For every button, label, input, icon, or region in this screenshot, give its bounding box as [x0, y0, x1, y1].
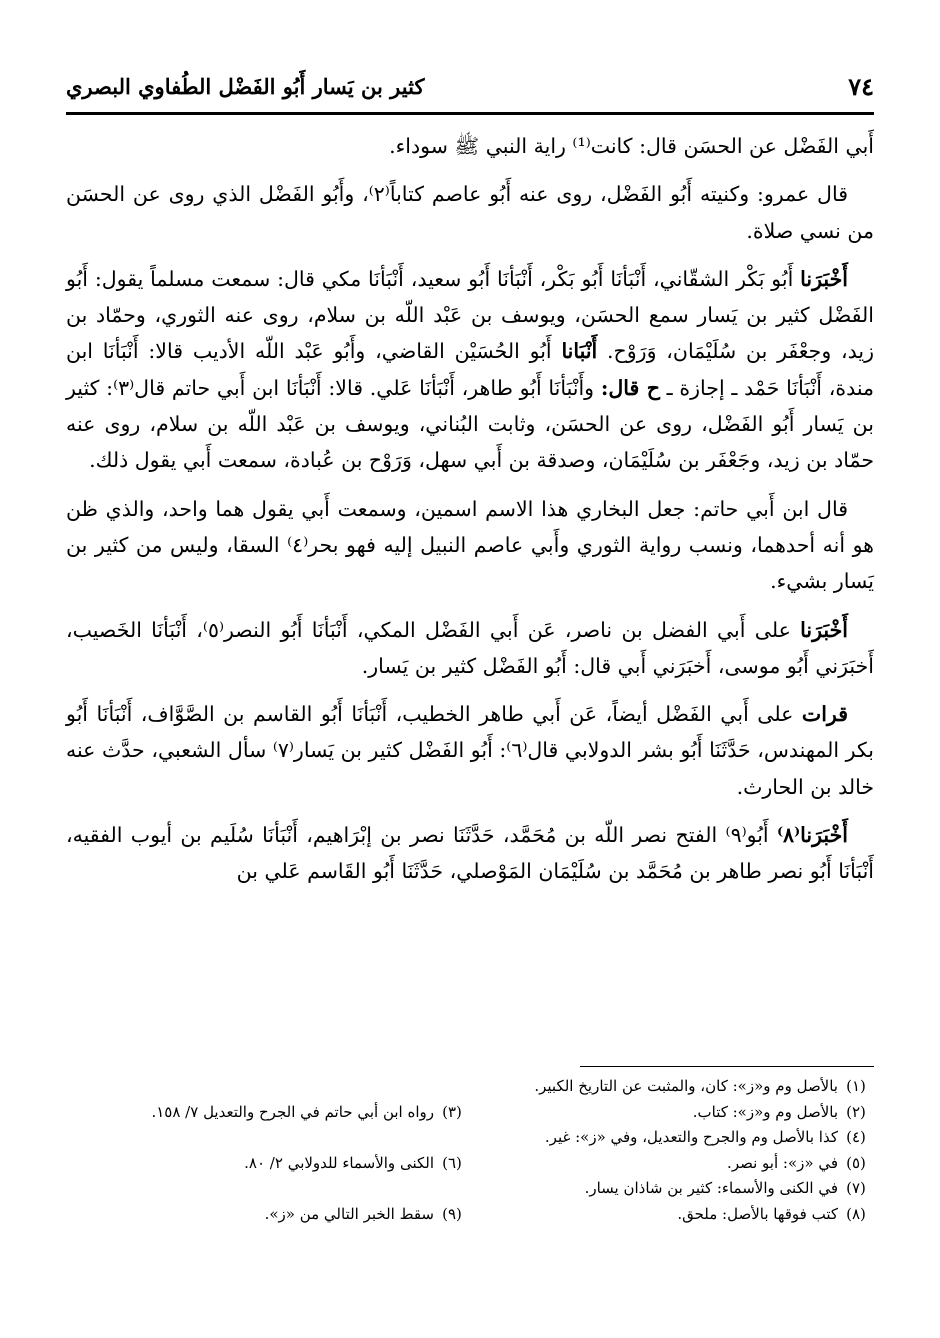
footnote-8: (٨)كتب فوقها بالأصل: ملحق.	[677, 1204, 866, 1223]
paragraph-6	[66, 696, 874, 805]
running-title: كثير بن يَسار أَبُو الفَضْل الطُفاوي البصري	[66, 73, 425, 99]
paragraph-4: قال ابن أَبي حاتم: جعل البخاري هذا الاسم اسمين، وسمعت أَبي يقول هما واحد، والذي ظن هو أنه أحدهما، ونسب رواية الثوري وأَبي عاصم النبيل إليه فهو بحر⁽٤⁾ السقا، وليس من كثير بن يَسار بشيء.	[66, 496, 874, 594]
paragraph-5	[66, 612, 874, 685]
footnote-2: (٢)بالأصل وم و«ز»: كتاب.	[692, 1102, 866, 1121]
footnote-3: (٣)رواه ابن أبي حاتم في الجرح والتعديل ٧/ ١٥٨.	[151, 1102, 462, 1121]
paragraph-2: قال عمرو: وكنيته أَبُو الفَضْل، روى عنه أَبُو عاصم كتاباً⁽٢⁾، وأَبُو الفَضْل الذي روى عن الحسَن من نسي صلاة.	[66, 182, 874, 243]
footnote-row	[66, 1074, 874, 1100]
page-number: ٧٤	[848, 71, 874, 101]
footnotes	[66, 1074, 874, 1227]
footnote-6: (٦)الكنى والأسماء للدولابي ٢/ ٨٠.	[244, 1153, 462, 1172]
paragraph-1: أَبي الفَضْل عن الحسَن قال: كانت⁽¹⁾ راية النبي ﷺ سوداء.	[389, 134, 874, 158]
footnote-row	[66, 1151, 874, 1177]
ha-qal-bold: ح قال:	[600, 375, 660, 400]
anbana-bold: أَنْبَانا	[561, 339, 598, 364]
akhbarana-lead: أَخْبَرَنا	[800, 266, 848, 291]
footnote-4: (٤)كذا بالأصل وم والجرح والتعديل، وفي «ز»: غير.	[544, 1128, 866, 1146]
page-header	[66, 62, 874, 110]
paragraph-3-part-a: أَبُو بَكْر الشقّاني، أَنْبَأنَا أَبُو بَكْر، أَنْبَأنَا أَبُو سعيد، أَنْبَأنَا مكي قال: سمعت مسلماً يقول: أَبُو الفَضْل كثير بن يَسار سمع الحسَن، ويوسف بن عَبْد اللّه بن سلام، روى عنه الثوري، وحمّاد بن زيد، وجعْفَر بن سُلَيْمَان، وَرَوْح.	[66, 266, 875, 364]
footnote-row	[66, 1176, 874, 1202]
footnote-rule	[580, 1066, 874, 1067]
paragraph-3-part-c: أَبُو الحُسَيْن القاضي، وأَبُو عَبْد اللّه الأديب قالا: أَنْبَأنَا ابن مندة، أَنْبَأنَا حَمْد ـ إجازة ـ	[66, 339, 874, 400]
footnote-5: (٥)في «ز»: أبو نصر.	[727, 1153, 866, 1172]
main-text	[66, 128, 874, 902]
paragraph-3-part-e: وأَنْبَأنَا أَبُو طاهر، أَنْبَأنَا عَلي. قالا: أَنْبَأنَا ابن أَبي حاتم قال⁽٣⁾: كثير بن يَسار أَبُو الفَضْل، روى عن الحسَن، وثابت البُناني، ويوسف بن عَبْد اللّه بن سلام، روى عنه حمّاد بن زيد، وجَعْفَر بن سُلَيْمَان، وصدقة بن أَبي سهل، وَرَوْح بن عُبادة، سمعت أَبي يقول ذلك.	[66, 375, 874, 473]
footnote-row	[66, 1202, 874, 1228]
footnote-1: (١)بالأصل وم و«ز»: كان، والمثبت عن التاريخ الكبير.	[534, 1077, 866, 1095]
paragraph-5-rest: على أَبي الفضل بن ناصر، عَن أَبي الفَضْل المكي، أَنْبَأنَا أَبُو النصر⁽٥⁾، أَنْبَأنَا الخَصيب، أَخبَرَني أَبُو موسى، أَخبَرَني أَبي قال: أَبُو الفَضْل كثير بن يَسار.	[66, 617, 874, 678]
footnote-row	[66, 1125, 874, 1151]
paragraph-6-rest: على أَبي الفَضْل أيضاً، عَن أَبي طاهر الخطيب، أَنْبَأنَا أَبُو القاسم بن الصَّوَّاف، أَنْبَأنَا أَبُو بكر المهندس، حَدَّثَنَا أَبُو بشر الدولابي قال⁽٦⁾: أَبُو الفَضْل كثير بن يَسار⁽٧⁾ سأل الشعبي، حدَّث عنه خالد بن الحارث.	[66, 702, 874, 799]
qarat-lead: قرات	[801, 702, 848, 727]
header-rule	[66, 112, 874, 115]
akhbarana-lead: أَخْبَرَنا	[800, 617, 848, 642]
paragraph-3	[66, 261, 874, 479]
footnote-row	[66, 1100, 874, 1126]
footnote-7: (٧)في الكنى والأسماء: كثير بن شاذان يسار.	[584, 1179, 866, 1197]
paragraph-7	[66, 817, 874, 890]
akhbarana-lead: أَخْبَرَنا⁽٨⁾	[776, 823, 848, 848]
footnote-9: (٩)سقط الخبر التالي من «ز».	[264, 1204, 462, 1223]
paragraph-7-rest: أَبُو⁽٩⁾ الفتح نصر اللّه بن مُحَمَّد، حَدَّثَنَا نصر بن إبْرَاهيم، أَنْبَأنَا سُلَيم بن أيوب الفقيه، أَنْبَأنَا أَبُو نصر طاهر بن مُحَمَّد بن سُلَيْمَان المَوْصلي، حَدَّثَنَا أَبُو القَاسم عَلي بن	[66, 823, 874, 884]
